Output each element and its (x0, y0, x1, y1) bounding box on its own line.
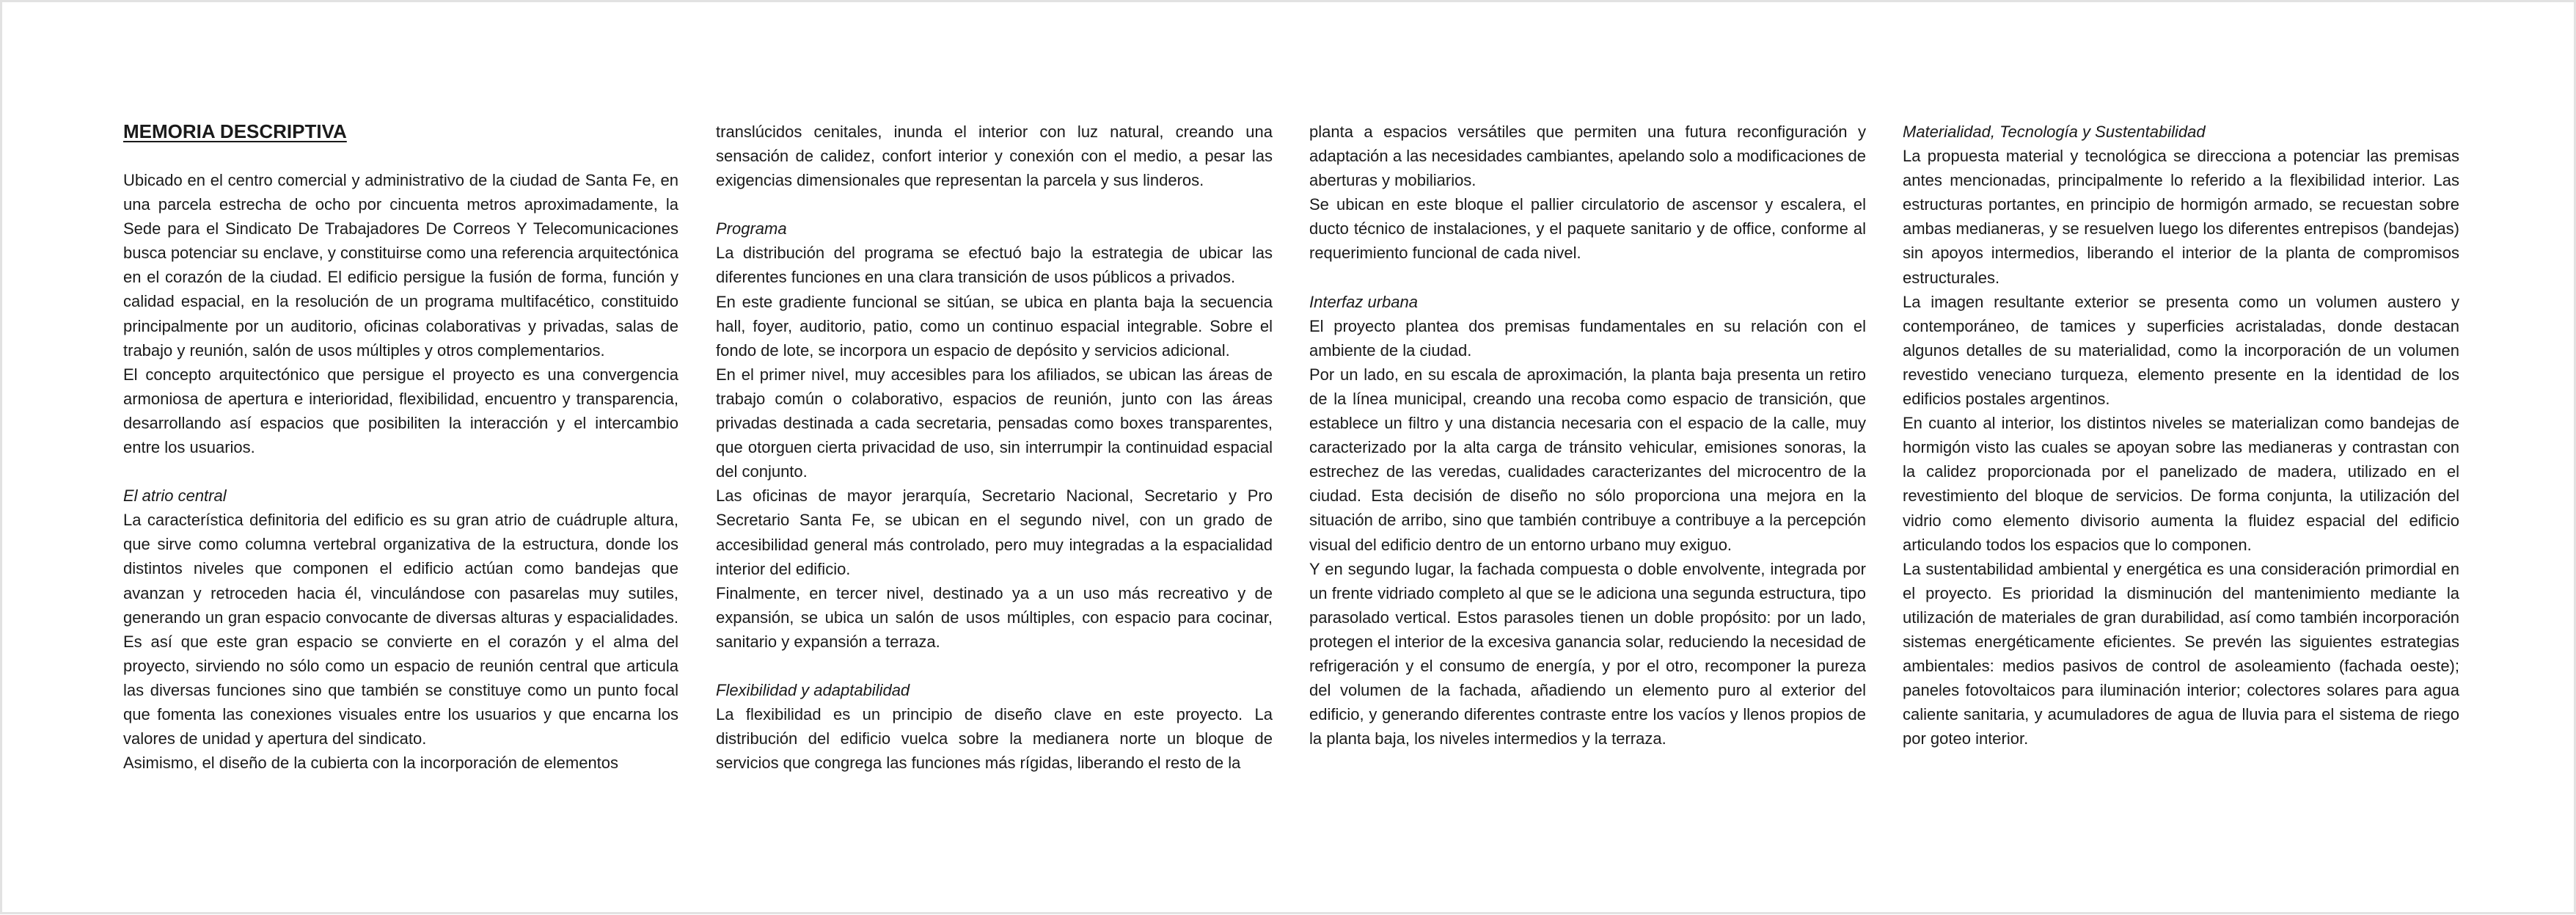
text-column-3 (1309, 120, 1866, 751)
paragraph: Asimismo, el diseño de la cubierta con la incorporación de elementos (123, 754, 619, 773)
paragraph: El proyecto plantea dos premisas fundamentales en su relación con el ambiente de la ciudad. (1309, 316, 1866, 360)
text-column-1 (123, 120, 678, 775)
paragraph: Se ubican en este bloque el pallier circulatorio de ascensor y escalera, el ducto técnico de instalaciones, y el paquete sanitario y de office, conforme al requerimiento funcional de cada nivel. (1309, 195, 1866, 263)
paragraph: En el primer nivel, muy accesibles para los afiliados, se ubican las áreas de trabajo común o colaborativo, espacios de reunión, junto con las áreas privadas destinada a cada secretaria, pensadas como boxes transparentes, que otorguen cierta privacidad de uso, sin interrumpir la continuidad espacial del conjunto. (716, 365, 1273, 481)
paragraph: En cuanto al interior, los distintos niveles se materializan como bandejas de hormigón visto las cuales se apoyan sobre las medianeras y contrastan con la calidez proporcionada por el panelizado de madera, utilizado en el revestimiento del bloque de servicios. De forma conjunta, la utilización del vidrio como elemento divisorio aumenta la fluidez espacial del edificio articulando todos los espacios que lo componen. (1903, 414, 2459, 554)
paragraph: Por un lado, en su escala de aproximación, la planta baja presenta un retiro de la línea municipal, creando una recoba como espacio de transición, que establece un filtro y una distancia necesaria con el espacio de la calle, muy caracterizado por la alta carga de tránsito vehicular, emisiones sonoras, la estrechez de las veredas, cualidades caracterizantes del microcentro de la ciudad. Esta decisión de diseño no sólo proporciona una mejora en la situación de arribo, sino que también contribuye a contribuye a la percepción visual del edificio dentro de un entorno urbano muy exiguo. (1309, 365, 1866, 554)
paragraph: La imagen resultante exterior se presenta como un volumen austero y contemporáneo, de tamices y superficies acristaladas, donde destacan algunos detalles de su materialidad, como la incorporación de un volumen revestido veneciano turqueza, elemento presente en la identidad de los edificios postales argentinos. (1903, 292, 2459, 409)
paragraph: Y en segundo lugar, la fachada compuesta o doble envolvente, integrada por un frente vidriado completo al que se le adiciona una segunda estructura, tipo parasolado vertical. Estos parasoles tienen un doble propósito: por un lado, protegen el interior de la excesiva ganancia solar, reduciendo la necesidad de refrigeración y el consumo de energía, y por el otro, recomponer la pureza del volumen de la fachada, añadiendo un elemento puro al exterior del edificio, y generando diferentes contraste entre los vacíos y llenos propios de la planta baja, los niveles intermedios y la terraza. (1309, 559, 1866, 748)
paragraph: La propuesta material y tecnológica se direcciona a potenciar las premisas antes mencionadas, principalmente lo referido a la flexibilidad interior. Las estructuras portantes, en principio de hormigón armado, se recuestan sobre ambas medianeras, y se resuelven luego los diferentes entrepisos (bandejas) sin apoyos intermedios, liberando el interior de la planta de compromisos estructurales. (1903, 147, 2459, 287)
paragraph: El concepto arquitectónico que persigue el proyecto es una convergencia armoniosa de apertura e interioridad, flexibilidad, encuentro y transparencia, desarrollando así espacios que posibiliten la interacción y el intercambio entre los usuarios. (123, 365, 678, 457)
paragraph: Ubicado en el centro comercial y administrativo de la ciudad de Santa Fe, en una parcela estrecha de ocho por cincuenta metros aproximadamente, la Sede para el Sindicato De Trabajadores De Correos Y Telecomunicaciones busca potenciar su enclave, y constituirse como una referencia arquitectónica en el corazón de la ciudad. El edificio persigue la fusión de forma, función y calidad espacial, en la resolución de un programa multifacético, constituido principalmente por un auditorio, oficinas colaborativas y privadas, salas de trabajo y reunión, salón de usos múltiples y otros complementarios. (123, 171, 678, 360)
section-heading-interfaz-urbana: Interfaz urbana (1309, 292, 1418, 311)
section-heading-flexibilidad: Flexibilidad y adaptabilidad (716, 680, 910, 699)
paragraph: La distribución del programa se efectuó bajo la estrategia de ubicar las diferentes funciones en una clara transición de usos públicos a privados. (716, 244, 1273, 287)
section-heading-materialidad: Materialidad, Tecnología y Sustentabilidad (1903, 123, 2206, 141)
document-title: MEMORIA DESCRIPTIVA (123, 120, 347, 142)
paragraph: translúcidos cenitales, inunda el interior con luz natural, creando una sensación de calidez, confort interior y conexión con el medio, a pesar las exigencias dimensionales que representan la parcela y sus linderos. (716, 123, 1273, 190)
paragraph: Finalmente, en tercer nivel, destinado ya a un uso más recreativo y de expansión, se ubica un salón de usos múltiples, con espacio para cocinar, sanitario y expansión a terraza. (716, 583, 1273, 651)
section-heading-programa: Programa (716, 219, 787, 238)
paragraph: planta a espacios versátiles que permiten una futura reconfiguración y adaptación a las necesidades cambiantes, apelando solo a modificaciones de aberturas y mobiliarios. (1309, 123, 1866, 190)
paragraph: En este gradiente funcional se sitúan, se ubica en planta baja la secuencia hall, foyer, auditorio, patio, como un continuo espacial integrable. Sobre el fondo de lote, se incorpora un espacio de depósito y servicios adicional. (716, 292, 1273, 360)
paragraph: La sustentabilidad ambiental y energética es una consideración primordial en el proyecto. Es prioridad la disminución del mantenimiento mediante la utilización de materiales de gran durabilidad, así como también incorporación sistemas energéticamente eficientes. Se prevén las siguientes estrategias ambientales: medios pasivos de control de asoleamiento (fachada oeste); paneles fotovoltaicos para iluminación interior; colectores solares para agua caliente sanitaria, y acumuladores de agua de lluvia para el sistema de riego por goteo interior. (1903, 559, 2459, 748)
section-heading-atrio: El atrio central (123, 486, 227, 506)
text-column-2 (716, 120, 1273, 775)
paragraph: La característica definitoria del edificio es su gran atrio de cuádruple altura, que sirve como columna vertebral organizativa de la estructura, donde los distintos niveles que componen el edificio actúan como bandejas que avanzan y retroceden hacia él, vinculándose con pasarelas muy sutiles, generando un gran espacio convocante de diversas alturas y espacialidades. Es así que este gran espacio se convierte en el corazón y el alma del proyecto, sirviendo no sólo como un espacio de reunión central que articula las diversas funciones sino que también se constituye como un punto focal que fomenta las conexiones visuales entre los usuarios y que encarna los valores de unidad y apertura del sindicato. (123, 511, 678, 748)
paragraph: La flexibilidad es un principio de diseño clave en este proyecto. La distribución del edificio vuelca sobre la medianera norte un bloque de servicios que congrega las funciones más rígidas, liberando el resto de la (716, 705, 1273, 773)
paragraph: Las oficinas de mayor jerarquía, Secretario Nacional, Secretario y Pro Secretario Santa Fe, se ubican en el segundo nivel, con un grado de accesibilidad general más controlado, pero muy integradas a la espacialidad interior del edificio. (716, 486, 1273, 578)
text-column-4 (1903, 120, 2459, 751)
